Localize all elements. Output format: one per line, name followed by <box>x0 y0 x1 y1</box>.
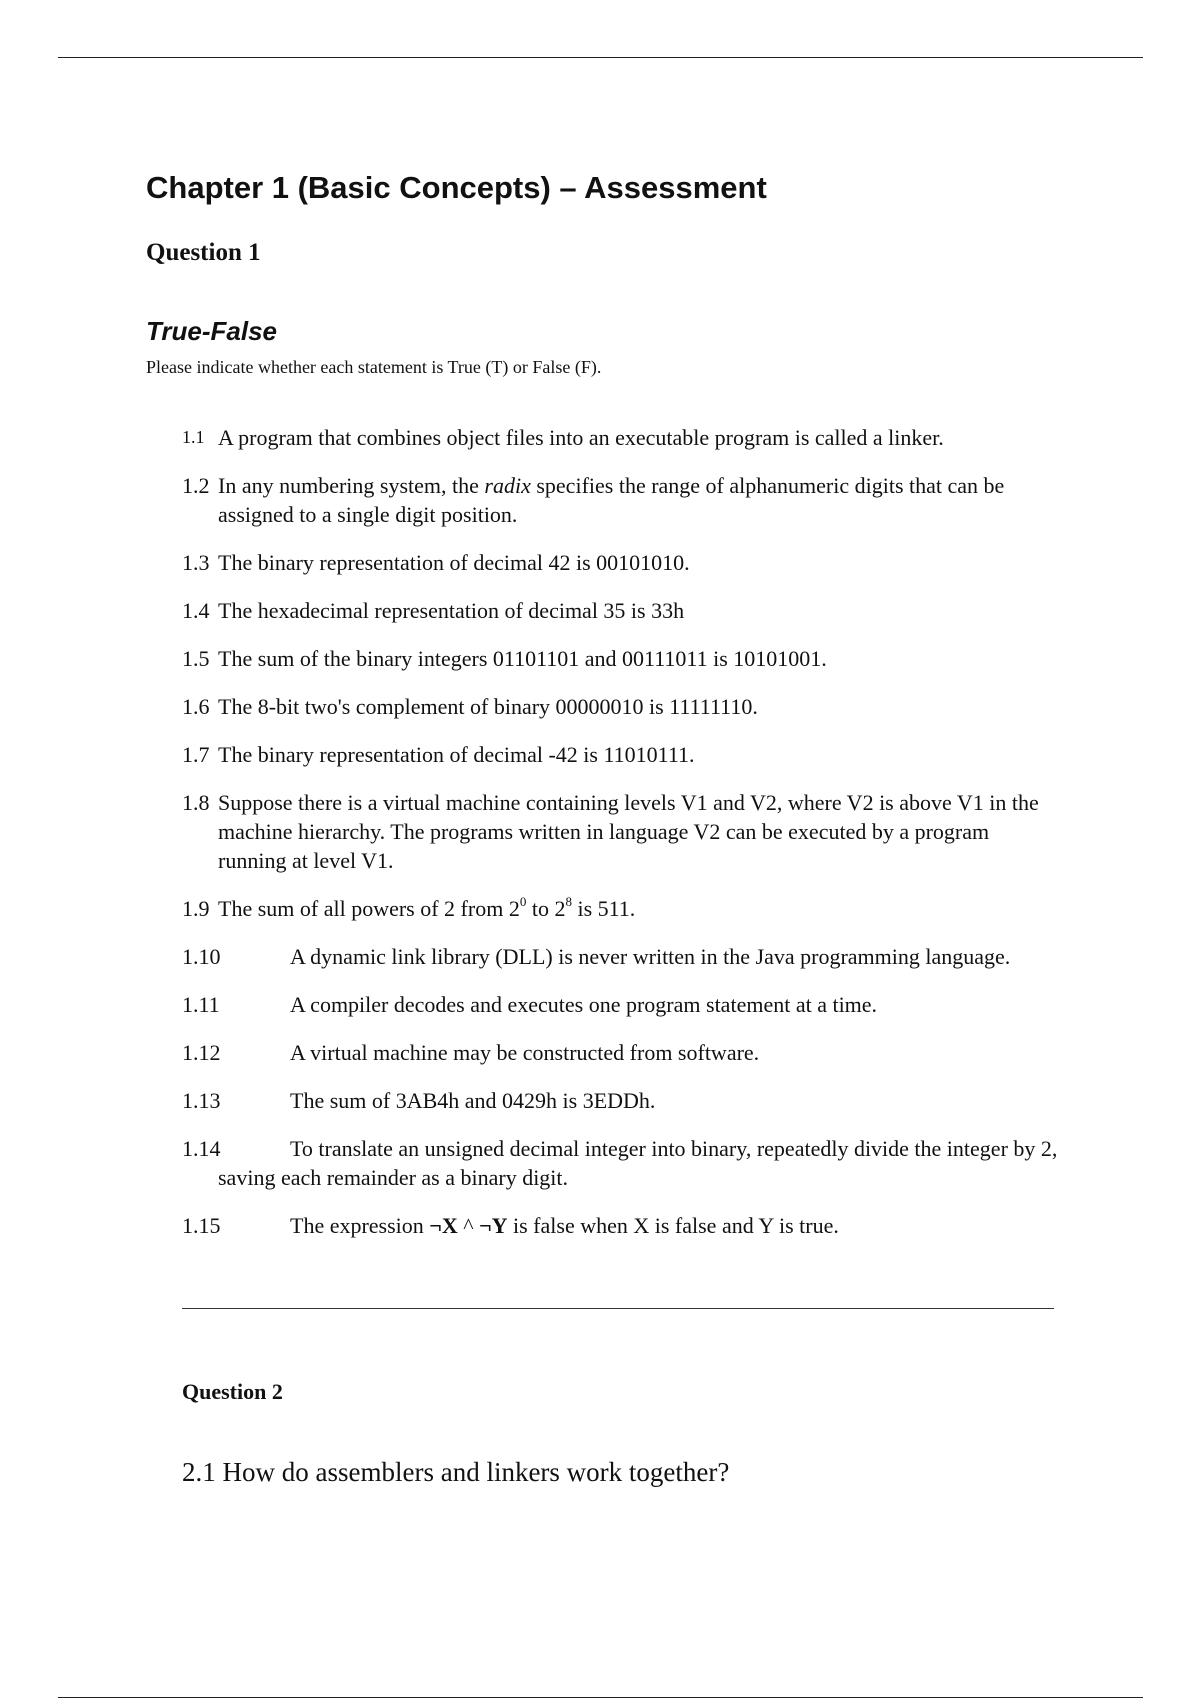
statement-1-15 <box>182 1211 1062 1240</box>
statement-number: 1.11 <box>182 992 220 1017</box>
statement-text: The sum of all powers of 2 from 2 <box>218 896 520 921</box>
statement-1-9 <box>182 894 1062 923</box>
statement-text: To translate an unsigned decimal integer into binary, repeatedly divide the integer by 2, saving each remainder as a binary digit. <box>218 1136 1058 1190</box>
statement-text: A compiler decodes and executes one program statement at a time. <box>290 992 878 1017</box>
statement-number: 1.6 <box>182 694 210 719</box>
statement-1-5 <box>182 644 1062 673</box>
statement-1-8 <box>182 788 1062 875</box>
expression-not-x: ¬X <box>429 1213 458 1238</box>
statement-number: 1.9 <box>182 896 210 921</box>
section-title-true-false: True-False <box>146 316 278 346</box>
statement-number: 1.8 <box>182 790 210 815</box>
question-1-heading: Question 1 <box>146 239 261 266</box>
question-2-heading: Question 2 <box>182 1379 283 1404</box>
statement-text: The sum of 3AB4h and 0429h is 3EDDh. <box>290 1088 656 1113</box>
statement-text: A virtual machine may be constructed from software. <box>290 1040 760 1065</box>
statement-text: Suppose there is a virtual machine containing levels V1 and V2, where V2 is above V1 in the machine hierarchy. The programs written in language V2 can be executed by a program running at level V1. <box>218 790 1039 873</box>
statement-text: The 8-bit two's complement of binary 00000010 is 11111110. <box>218 694 758 719</box>
statement-number: 1.10 <box>182 944 221 969</box>
statement-number: 1.13 <box>182 1088 221 1113</box>
statement-1-3 <box>182 548 1062 577</box>
statement-number: 1.2 <box>182 473 210 498</box>
statement-text: The expression <box>290 1213 430 1238</box>
statement-1-1 <box>182 423 1062 452</box>
statement-number: 1.5 <box>182 646 210 671</box>
statement-number: 1.12 <box>182 1040 221 1065</box>
statement-1-14 <box>182 1134 1062 1192</box>
statement-number: 1.3 <box>182 550 210 575</box>
statement-text: specifies the range of alphanumeric digits that can be assigned to a single digit position. <box>218 473 1005 527</box>
statement-1-10 <box>182 942 1062 971</box>
statement-number: 1.4 <box>182 598 210 623</box>
bottom-rule <box>58 1697 1143 1698</box>
statement-1-13 <box>182 1086 1062 1115</box>
expression-operator: ^ <box>457 1213 480 1238</box>
statement-text: to 2 <box>526 896 566 921</box>
statement-number: 1.7 <box>182 742 210 767</box>
superscript: 0 <box>519 894 527 909</box>
statement-1-2 <box>182 471 1062 529</box>
statement-1-6 <box>182 692 1062 721</box>
statement-text: is 511. <box>571 896 636 921</box>
statement-1-11 <box>182 990 1062 1019</box>
statement-text: A program that combines object files into an executable program is called a linker. <box>218 425 944 450</box>
statement-1-7 <box>182 740 1062 769</box>
statement-text: The binary representation of decimal 42 is 00101010. <box>218 550 690 575</box>
statement-number: 1.14 <box>182 1136 221 1161</box>
statement-text: The sum of the binary integers 01101101 and 00111011 is 10101001. <box>218 646 827 671</box>
instructions-text: Please indicate whether each statement is True (T) or False (F). <box>146 357 602 377</box>
question-2-1: 2.1 How do assemblers and linkers work together? <box>182 1457 730 1487</box>
expression-not-y: ¬Y <box>479 1213 508 1238</box>
superscript: 8 <box>565 894 572 909</box>
section-divider <box>182 1308 1054 1309</box>
statement-number: 1.1 <box>182 427 205 447</box>
statement-text: A dynamic link library (DLL) is never written in the Java programming language. <box>290 944 1011 969</box>
statement-text-italic: radix <box>484 473 531 498</box>
chapter-title: Chapter 1 (Basic Concepts) – Assessment <box>146 170 767 205</box>
statement-text: The binary representation of decimal -42 is 11010111. <box>218 742 695 767</box>
statement-number: 1.15 <box>182 1213 221 1238</box>
statement-list <box>182 423 1062 1259</box>
statement-text: In any numbering system, the <box>218 473 485 498</box>
statement-1-12 <box>182 1038 1062 1067</box>
top-rule <box>58 57 1143 58</box>
statement-text: The hexadecimal representation of decimal 35 is 33h <box>218 598 685 623</box>
statement-1-4 <box>182 596 1062 625</box>
statement-text: is false when X is false and Y is true. <box>507 1213 839 1238</box>
